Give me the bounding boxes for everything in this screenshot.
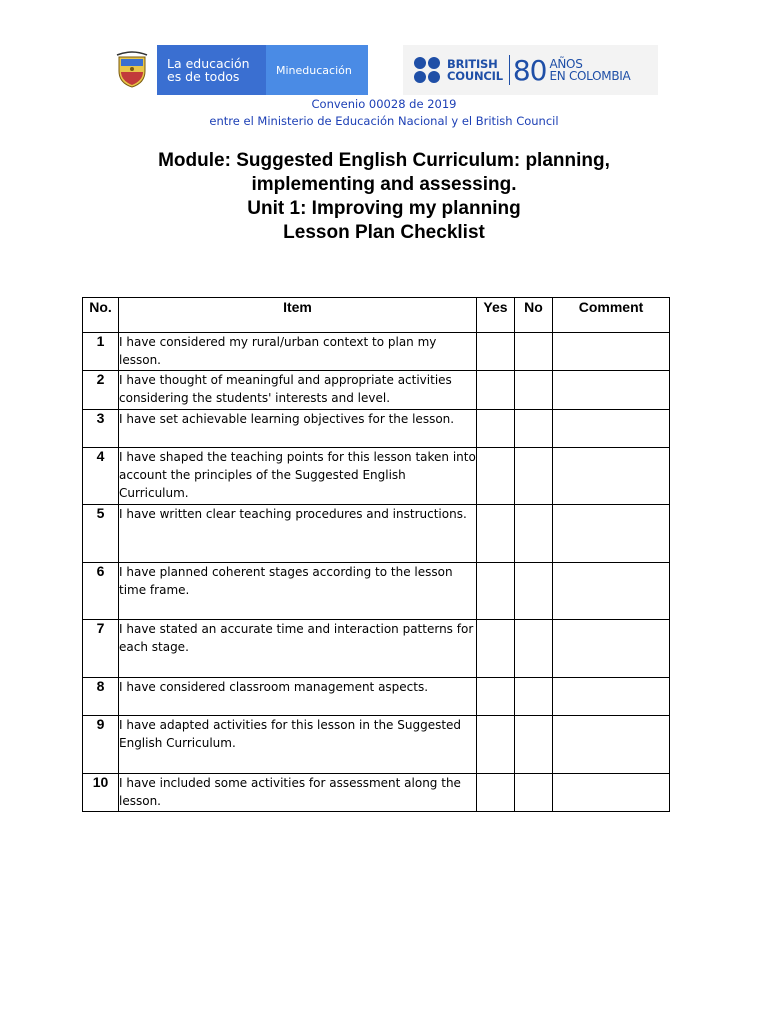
table-row [83, 774, 670, 812]
anniversary-line1: AÑOS [549, 57, 583, 71]
anniversary-number: 80 [512, 53, 547, 87]
british-council-line2: COUNCIL [447, 69, 503, 83]
ministry-brand [266, 45, 368, 95]
comment-cell[interactable] [553, 410, 670, 448]
anniversary-line2: EN COLOMBIA [549, 69, 631, 83]
comment-cell[interactable] [553, 678, 670, 716]
row-number: 8 [83, 678, 119, 716]
row-item: I have shaped the teaching points for this lesson taken into account the principles of the Suggested English Curriculum. [119, 448, 477, 505]
row-item: I have adapted activities for this lesson in the Suggested English Curriculum. [119, 716, 477, 774]
british-council-wordmark [447, 58, 503, 82]
british-council-logo [403, 45, 658, 95]
no-cell[interactable] [515, 371, 553, 410]
ministry-logo [107, 45, 368, 95]
row-number: 6 [83, 563, 119, 620]
table-row [83, 563, 670, 620]
table-row [83, 371, 670, 410]
british-council-line1: BRITISH [447, 57, 498, 71]
header-item: Item [119, 298, 477, 333]
no-cell[interactable] [515, 774, 553, 812]
anniversary-text [549, 58, 630, 82]
comment-cell[interactable] [553, 716, 670, 774]
table-row [83, 505, 670, 563]
yes-cell[interactable] [477, 371, 515, 410]
agreement-line2: entre el Ministerio de Educación Nacional y el British Council [209, 114, 559, 128]
table-row [83, 448, 670, 505]
title-line2: implementing and assessing. [251, 174, 517, 195]
row-number: 5 [83, 505, 119, 563]
yes-cell[interactable] [477, 774, 515, 812]
row-item: I have written clear teaching procedures and instructions. [119, 505, 477, 563]
no-cell[interactable] [515, 678, 553, 716]
row-item: I have stated an accurate time and interaction patterns for each stage. [119, 620, 477, 678]
comment-cell[interactable] [553, 774, 670, 812]
yes-cell[interactable] [477, 410, 515, 448]
comment-cell[interactable] [553, 371, 670, 410]
title-checklist: Lesson Plan Checklist [283, 222, 485, 243]
header-number: No. [83, 298, 119, 333]
yes-cell[interactable] [477, 620, 515, 678]
ministry-slogan-line1: La educación [167, 56, 250, 71]
header-no: No [515, 298, 553, 333]
comment-cell[interactable] [553, 333, 670, 371]
comment-cell[interactable] [553, 448, 670, 505]
yes-cell[interactable] [477, 563, 515, 620]
yes-cell[interactable] [477, 678, 515, 716]
yes-cell[interactable] [477, 716, 515, 774]
table-row [83, 333, 670, 371]
colombia-shield-icon [107, 45, 157, 95]
header-comment: Comment [553, 298, 670, 333]
ministry-brand-label: Mineducación [276, 63, 352, 77]
table-row [83, 716, 670, 774]
row-number: 2 [83, 371, 119, 410]
no-cell[interactable] [515, 333, 553, 371]
row-number: 7 [83, 620, 119, 678]
row-number: 10 [83, 774, 119, 812]
british-council-dots-icon [414, 57, 441, 84]
ministry-slogan-line2: es de todos [167, 69, 240, 84]
ministry-slogan [157, 45, 266, 95]
lesson-plan-checklist-table [82, 297, 670, 812]
row-number: 4 [83, 448, 119, 505]
table-row [83, 678, 670, 716]
agreement-line1: Convenio 00028 de 2019 [311, 97, 457, 111]
logo-divider [509, 55, 510, 85]
comment-cell[interactable] [553, 505, 670, 563]
table-row [83, 620, 670, 678]
row-number: 3 [83, 410, 119, 448]
row-number: 9 [83, 716, 119, 774]
table-header-row [83, 298, 670, 333]
row-item: I have considered classroom management aspects. [119, 678, 477, 716]
comment-cell[interactable] [553, 563, 670, 620]
row-item: I have included some activities for assessment along the lesson. [119, 774, 477, 812]
title-unit: Unit 1: Improving my planning [247, 198, 521, 219]
row-number: 1 [83, 333, 119, 371]
no-cell[interactable] [515, 410, 553, 448]
no-cell[interactable] [515, 505, 553, 563]
yes-cell[interactable] [477, 333, 515, 371]
no-cell[interactable] [515, 448, 553, 505]
row-item: I have planned coherent stages according to the lesson time frame. [119, 563, 477, 620]
row-item: I have set achievable learning objectives for the lesson. [119, 410, 477, 448]
no-cell[interactable] [515, 620, 553, 678]
no-cell[interactable] [515, 563, 553, 620]
comment-cell[interactable] [553, 620, 670, 678]
title-line1: Module: Suggested English Curriculum: planning, [158, 150, 610, 171]
header-yes: Yes [477, 298, 515, 333]
table-row [83, 410, 670, 448]
yes-cell[interactable] [477, 448, 515, 505]
row-item: I have considered my rural/urban context to plan my lesson. [119, 333, 477, 371]
no-cell[interactable] [515, 716, 553, 774]
row-item: I have thought of meaningful and appropriate activities considering the students' interests and level. [119, 371, 477, 410]
yes-cell[interactable] [477, 505, 515, 563]
